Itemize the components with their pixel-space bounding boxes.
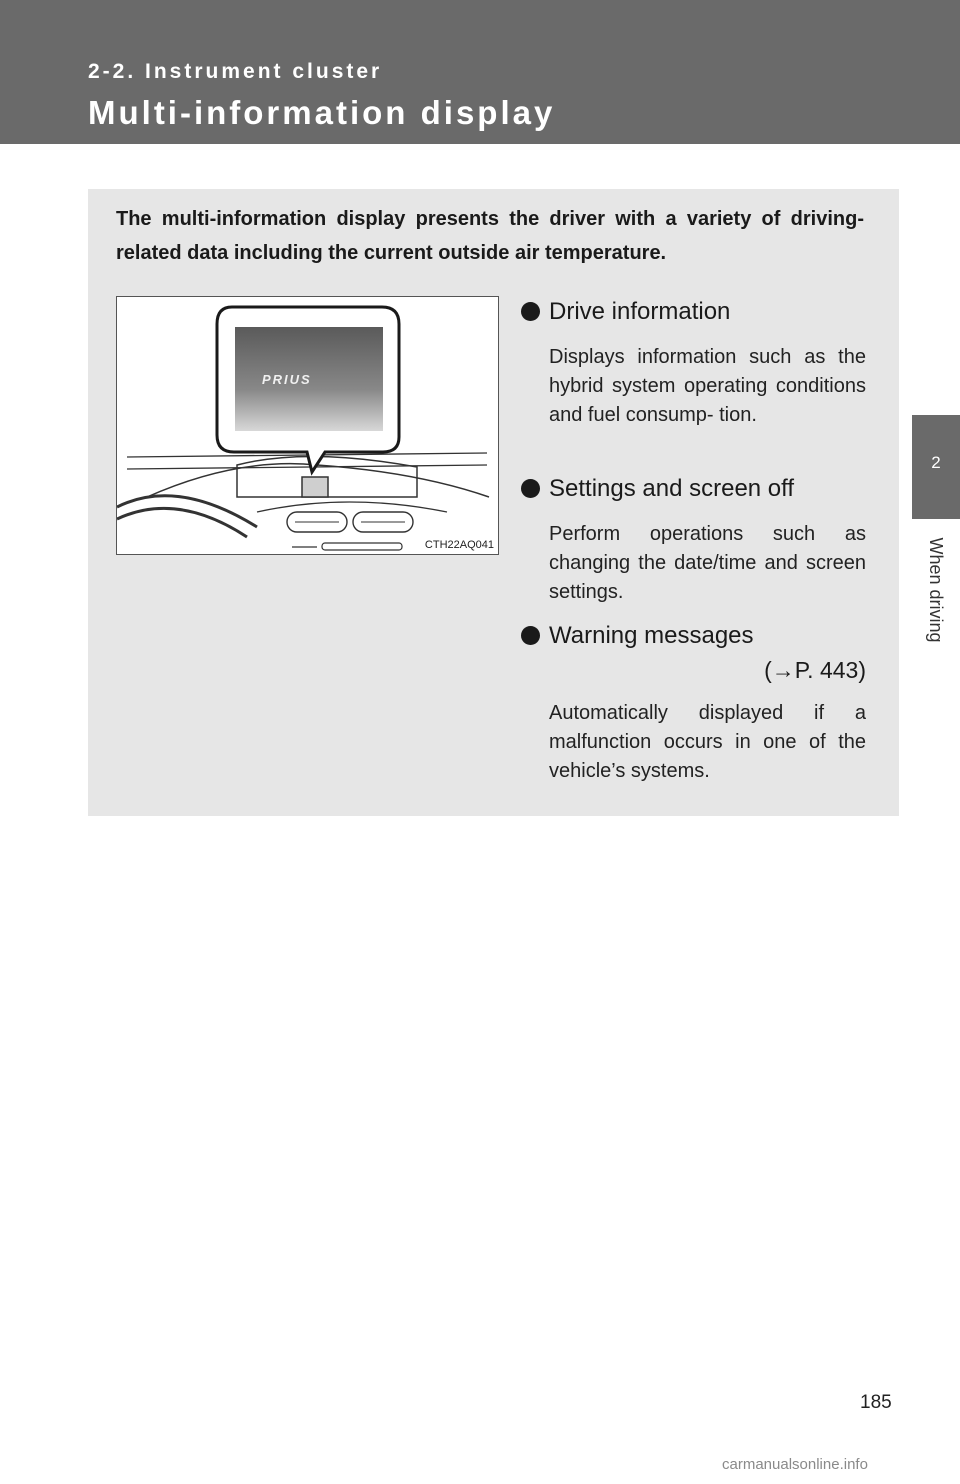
page-number: 185 — [860, 1392, 892, 1413]
item-warning-messages — [521, 621, 866, 786]
item-body: Automatically displayed if a malfunction occurs in one of the vehicle’s systems. — [549, 702, 866, 782]
page-reference-link[interactable]: (→P. 443) — [764, 657, 866, 683]
bullet-icon — [521, 479, 540, 498]
item-body: Displays information such as the hybrid system operating conditions and fuel consump- tion. — [549, 346, 866, 426]
watermark: carmanualsonline.info — [722, 1456, 868, 1473]
bullet-icon — [521, 302, 540, 321]
item-heading — [521, 474, 866, 504]
section-label: 2-2. Instrument cluster — [88, 60, 383, 83]
figure-code: CTH22AQ041 — [424, 539, 494, 551]
item-heading — [521, 297, 866, 327]
dashboard-illustration — [116, 296, 499, 555]
page-header — [0, 0, 960, 144]
item-body: Perform operations such as changing the date/time and screen settings. — [549, 523, 866, 603]
item-heading — [521, 621, 866, 651]
item-heading-text: Warning messages — [549, 622, 754, 649]
chapter-number: 2 — [931, 453, 941, 472]
dashboard-drawing — [117, 297, 499, 555]
item-heading-text: Drive information — [549, 298, 731, 325]
bullet-icon — [521, 626, 540, 645]
item-settings-screen-off — [521, 474, 866, 607]
screen-logo: PRIUS — [262, 372, 312, 387]
chapter-label-text: When driving — [926, 537, 946, 643]
page-title: Multi-information display — [88, 94, 556, 131]
item-drive-information — [521, 297, 866, 430]
item-heading-text: Settings and screen off — [549, 475, 795, 502]
intro-text: The multi-information display presents the driver with a variety of driving-related data including the current outside air temperature. — [116, 208, 864, 264]
